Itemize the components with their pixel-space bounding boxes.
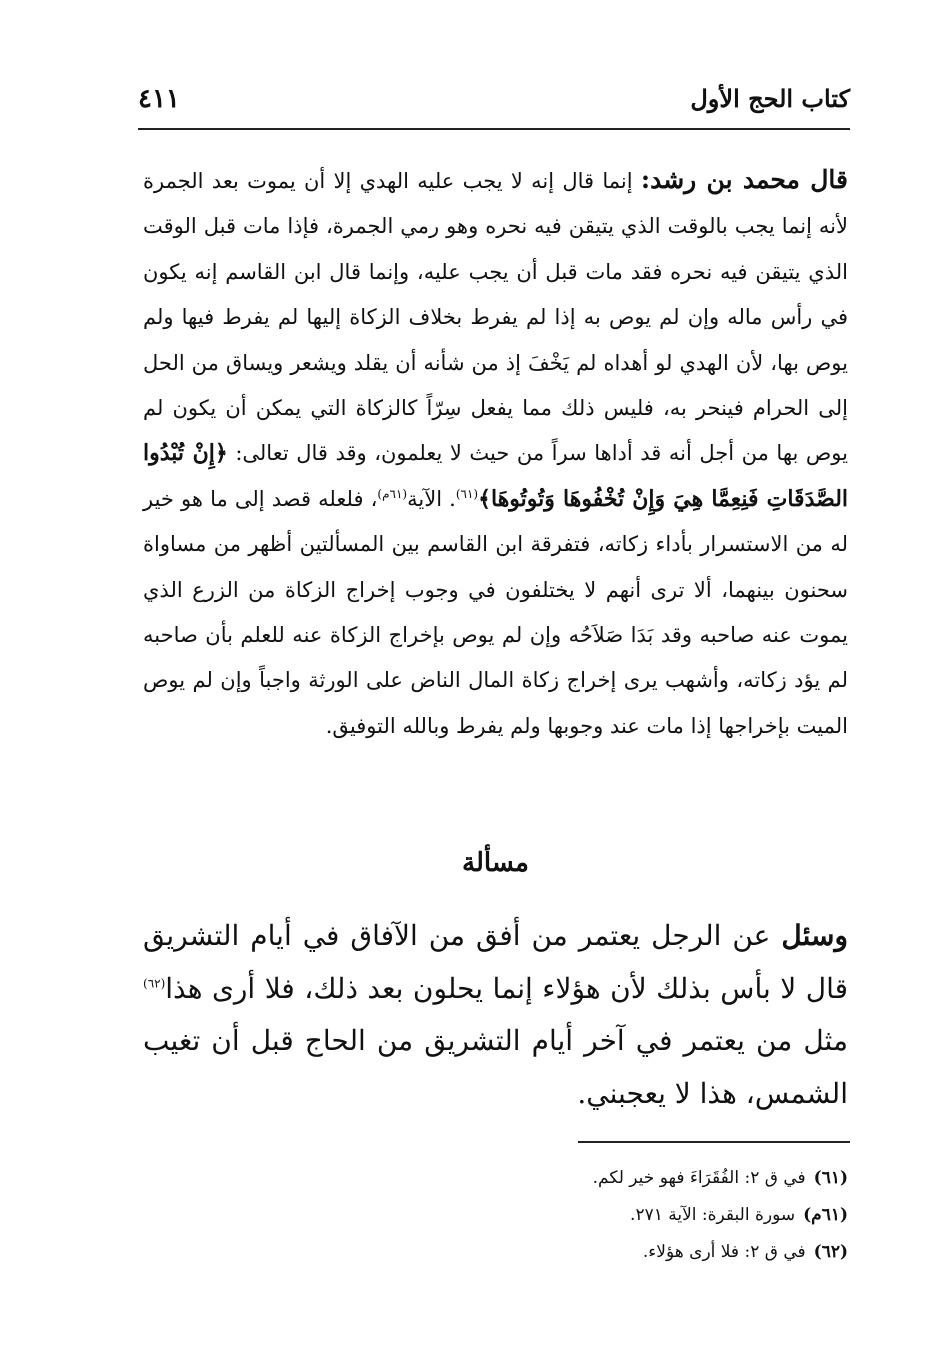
commentary-lead: قال محمد بن رشد: — [640, 165, 848, 194]
quran-verse: ﴿إِنْ تُبْدُوا الصَّدَقَاتِ فَنِعِمَّا هِيَ وَإِنْ تُخْفُوهَا وَتُوتُوهَا﴾ — [143, 440, 849, 512]
running-header — [138, 82, 850, 122]
commentary-text-part1: إنما قال إنه لا يجب عليه الهدي إلا أن يموت بعد الجمرة لأنه إنما يجب بالوقت الذي يتيقن فيه نحره وهو رمي الجمرة، فإذا مات قبل الوقت الذي يتيقن فيه نحره فقد مات قبل أن يجب عليه، وإنما قال ابن القاسم إنه يكون في رأس ماله وإن لم يوص به إذا لم يفرط بخلاف الزكاة إليها لم يفرط فيها ولم يوص بها، لأن الهدي لو أهداه لم يَخْفَ إذ من شأنه أن يقلد ويشعر ويساق من الحل إلى الحرام فينحر به، فليس ذلك مما يفعل سِرّاً كالزكاة التي يمكن أن يكون لم يوص بها من أجل أنه قد أداها سراً من حيث لا يعلمون، وقد قال تعالى: — [143, 169, 848, 466]
footnote-text: سورة البقرة: الآية ٢٧١. — [630, 1205, 796, 1225]
footnote-item — [288, 1160, 848, 1197]
footnote-number: (٦١) — [813, 1168, 848, 1188]
footnote-divider — [578, 1141, 850, 1143]
footnote-item — [288, 1197, 848, 1234]
header-divider — [138, 128, 850, 130]
commentary-text-part2: ، فلعله قصد إلى ما هو خير له من الاستسرار بأداء زكاته، فتفرقة ابن القاسم بين المسألتين أظهر من مساواة سحنون بينهما، ألا ترى أنهم لا يختلفون في وجوب إخراج الزكاة من الزرع الذي يموت عنه صاحبه وقد بَدَا صَلاَحُه وإن لم يوص بإخراج الزكاة عنه للعلم بأن صاحبه لم يؤد زكاته، وأشهب يرى إخراج زكاة المال الناض على الورثة واجباً وإن لم يوص الميت بإخراجها إذا مات عند وجوبها ولم يفرط وبالله التوفيق. — [143, 486, 848, 738]
ayah-label: . الآية — [407, 486, 456, 511]
footnote-number: (٦٢) — [813, 1242, 848, 1262]
footnote-number: (٦١م) — [803, 1205, 848, 1225]
footnotes-list — [288, 1160, 848, 1271]
commentary-paragraph — [143, 157, 848, 749]
footnote-ref-61m: (٦١م) — [377, 486, 408, 501]
footnote-text: في ق ٢: الفُقَرَاءَ فهو خير لكم. — [592, 1168, 806, 1188]
question-text-part2: مثل من يعتمر في آخر أيام التشريق من الحاج قبل أن تغيب الشمس، هذا لا يعجبني. — [143, 1024, 848, 1110]
question-lead: وسئل — [781, 919, 848, 952]
section-title: مسألة — [462, 848, 529, 878]
book-title: كتاب الحج الأول — [690, 84, 850, 113]
footnote-text: في ق ٢: فلا أرى هؤلاء. — [642, 1242, 806, 1262]
question-paragraph — [143, 910, 848, 1120]
question-text-part1: عن الرجل يعتمر من أفق من الآفاق في أيام التشريق قال لا بأس بذلك لأن هؤلاء إنما يحلون بعد ذلك، فلا أرى هذا — [143, 919, 848, 1005]
footnote-ref-61: (٦١) — [455, 486, 479, 501]
page-number: ٤١١ — [138, 84, 180, 114]
footnote-ref-62: (٦٢) — [143, 976, 166, 991]
footnote-item — [288, 1234, 848, 1271]
